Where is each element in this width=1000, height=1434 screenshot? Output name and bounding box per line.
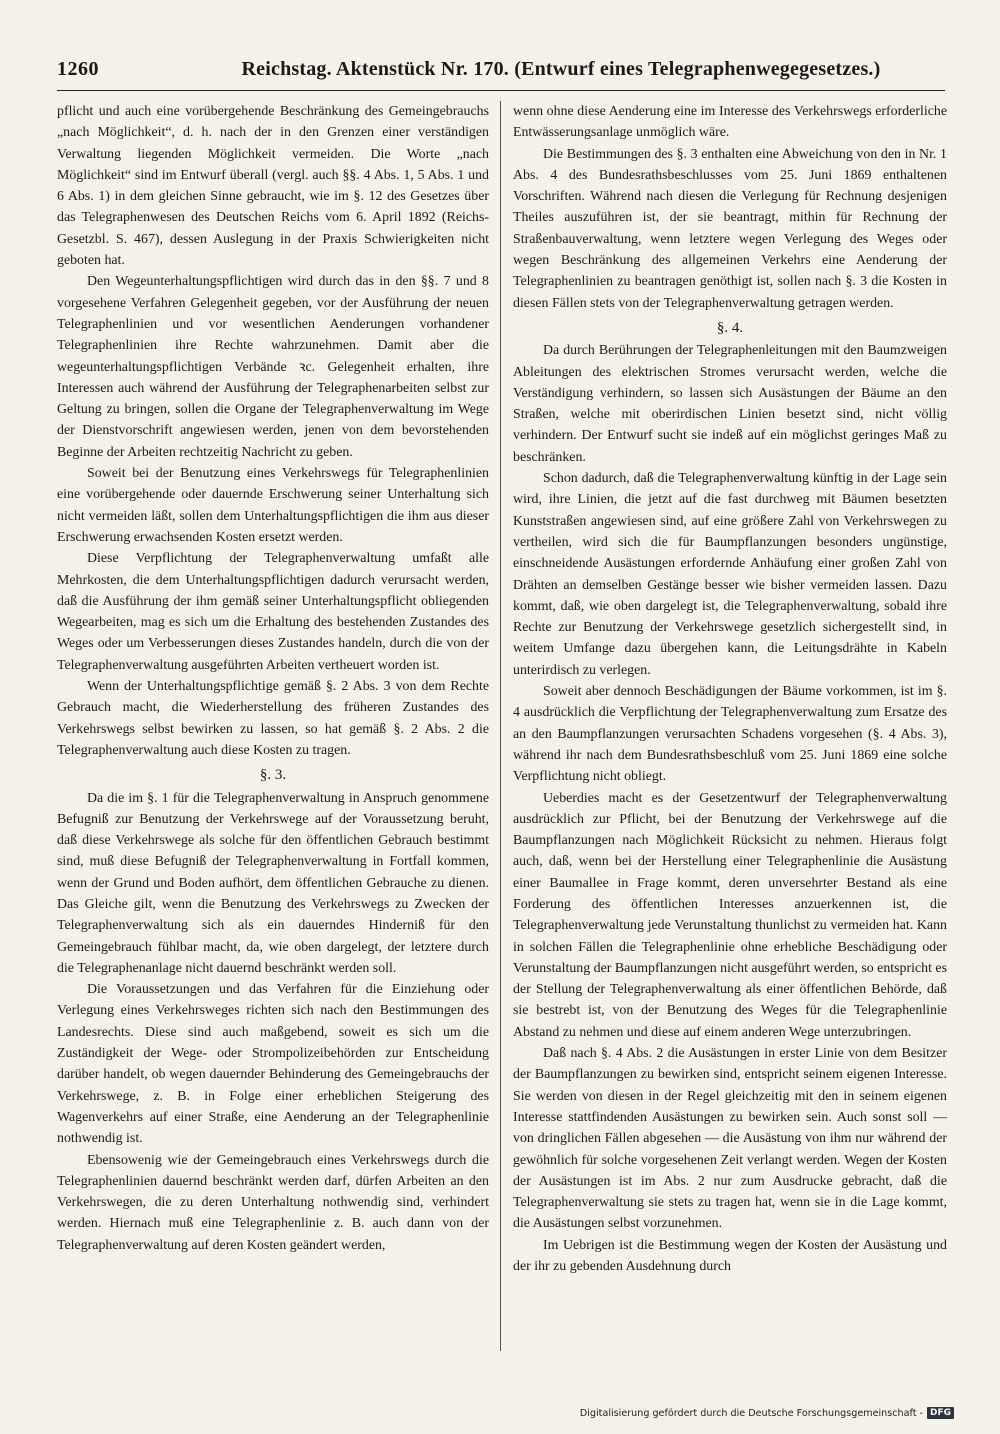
paragraph: Den Wegeunterhaltungspflichtigen wird durch das in den §§. 7 und 8 vorgesehene Verfahren Gelegenheit gegeben, vor der Ausführung der neuen Telegraphenlinien und vor wesentlichen Aenderungen vorhandener Telegraphenlinien ihre Rechte wahrzunehmen. Damit aber die wegeunterhaltungspflichtigen Verbände ꝛc. Gelegenheit erhalten, ihre Interessen auch während der Ausführung der Telegraphenarbeiten selbst zur Geltung zu bringen, sollen die Organe der Telegraphenverwaltung im Wege der Dienstvorschrift angewiesen werden, jenen von dem bevorstehenden Beginne der Arbeiten rechtzeitig Nachricht zu geben. [57,274,489,460]
paragraph: wenn ohne diese Aenderung eine im Interesse des Verkehrswegs erforderliche Entwässerungsanlage unmöglich wäre. [513,104,947,141]
paragraph: Ueberdies macht es der Gesetzentwurf der Telegraphenverwaltung ausdrücklich zur Pflicht, bei der Benutzung der Verkehrswege auf die Baumpflanzungen nach Möglichkeit Rücksicht zu nehmen. Hieraus folgt auch, daß, wenn bei der Herstellung einer Telegraphenlinie die Ausästung einer Baumallee in Frage kommt, deren unversehrter Bestand als eine Forderung des öffentlichen Interesses anzuerkennen ist, die Telegraphenverwaltung jede Verunstaltung thunlichst zu vermeiden hat. Kann in solchen Fällen die Telegraphenlinie ohne erhebliche Beschädigung oder Verunstaltung der Baumpflanzungen nicht ausgeführt werden, so entspricht es der Stellung der Telegraphenverwaltung als einer öffentlichen Behörde, daß sie bestrebt ist, von der Benutzung des Weges für die Telegraphenlinie Abstand zu nehmen und diese auf einem anderen Wege unterzubringen. [513,790,947,1040]
credit-text: Digitalisierung gefördert durch die Deutsche Forschungsgemeinschaft - [579,1407,923,1419]
paragraph: Ebensowenig wie der Gemeingebrauch eines Verkehrswegs durch die Telegraphenlinien dauernd beschränkt werden darf, dürfen Arbeiten an den Verkehrswegen, die zu deren Unterhaltung nothwendig sind, verhindert werden. Hiernach muß eine Telegraphenlinie z. B. auch dann von der Telegraphenverwaltung auf deren Kosten geändert werden, [57,1152,489,1253]
section-heading: §. 3. [259,767,287,784]
paragraph: Schon dadurch, daß die Telegraphenverwaltung künftig in der Lage sein wird, ihre Linien, die jetzt auf die fast durchweg mit Bäumen besetzten Kunststraßen angewiesen sind, auf eine größere Zahl von Verkehrswegen zu vertheilen, wird sich die für Baumpflanzungen besonders ungünstige, einschneidende Ausästungen erfordernde Anhäufung einer großen Zahl von Drähten an demselben Gestänge besser wie bisher vermeiden lassen. Dazu kommt, daß, wie oben dargelegt ist, die Telegraphenverwaltung, sobald ihre Rechte zur Benutzung der Verkehrswege gesetzlich sichergestellt sind, in weitem Umfange dazu übergehen kann, die Leitungsdrähte in Kabeln unterirdisch zu verlegen. [513,471,947,678]
page-header [57,56,945,91]
right-column [513,101,947,1277]
paragraph: Die Bestimmungen des §. 3 enthalten eine Abweichung von den in Nr. 1 Abs. 4 des Bundesrathsbeschlusses vom 25. Juni 1869 enthaltenen Vorschriften. Während nach diesen die Verlegung für Rechnung desjenigen Theiles auszuführen ist, der sie beantragt, mithin für Rechnung der Straßenbauverwaltung, wenn letztere wegen Verlegung des Weges oder wegen Beschränkung des allgemeinen Verkehrs eine Aenderung der Telegraphenlinien zu beantragen genöthigt ist, sollen nach §. 3 die Kosten in diesen Fällen stets von der Telegraphenverwaltung getragen werden. [513,146,947,311]
paragraph: Soweit aber dennoch Beschädigungen der Bäume vorkommen, ist im §. 4 ausdrücklich die Verpflichtung der Telegraphenverwaltung zum Ersatze des an den Baumpflanzungen verursachten Schadens vorgesehen (§. 4 Abs. 3), während ihr nach dem Bundesrathsbeschluß vom 25. Juni 1869 eine solche Verpflichtung nicht obliegt. [513,684,947,785]
paragraph: Da durch Berührungen der Telegraphenleitungen mit den Baumzweigen Ableitungen des elektrischen Stromes verursacht werden, welche die Verständigung verhindern, so lassen sich Ausästungen der Bäume an den Straßen, welche mit oberirdischen Linien besetzt sind, nicht völlig verhindern. Der Entwurf sucht sie indeß auf ein möglichst geringes Maß zu beschränken. [513,343,947,465]
paragraph: Wenn der Unterhaltungspflichtige gemäß §. 2 Abs. 3 von dem Rechte Gebrauch macht, die Wiederherstellung des früheren Zustandes des Verkehrswegs selbst bewirken zu lassen, so hat gemäß §. 2 Abs. 2 die Telegraphenverwaltung auch diese Kosten zu tragen. [57,679,489,758]
running-title: Reichstag. Aktenstück Nr. 170. (Entwurf eines Telegraphenwegegesetzes.) [241,58,881,80]
paragraph: pflicht und auch eine vorübergehende Beschränkung des Gemeingebrauchs „nach Möglichkeit“, d. h. nach der in den Grenzen einer verständigen Verwaltung liegenden Möglichkeit vermeiden. Die Worte „nach Möglichkeit“ sind im Entwurf überall (vergl. auch §§. 4 Abs. 1, 5 Abs. 1 und 6 Abs. 1) in dem gleichen Sinne gebraucht, wie im §. 12 des Gesetzes über das Telegraphenwesen des Deutschen Reichs vom 6. April 1892 (Reichs-Gesetzbl. S. 467), dessen Auslegung in der Praxis Schwierigkeiten nicht geboten hat. [57,104,489,269]
paragraph: Die Voraussetzungen und das Verfahren für die Einziehung oder Verlegung eines Verkehrsweges richten sich nach den Bestimmungen des Landesrechts. Diese sind auch maßgebend, soweit es sich um die Zuständigkeit der Wege- oder Strompolizeibehörden zur Entscheidung darüber handelt, ob wegen dauernder Behinderung des Gemeingebrauchs der Verkehrswege, z. B. in Folge einer erheblichen Steigerung des Wagenverkehrs auf einer Straße, eine Aenderung an der Telegraphenlinie nothwendig ist. [57,982,489,1147]
paragraph: Diese Verpflichtung der Telegraphenverwaltung umfaßt alle Mehrkosten, die dem Unterhaltungspflichtigen dadurch verursacht werden, daß die Ausführung der ihm gemäß seiner Unterhaltungspflicht obliegenden Wegearbeiten, mag es sich um die Erhaltung des bestehenden Zustandes des Weges oder um Verbesserungen dieses Zustandes handeln, durch die von der Telegraphenverwaltung ausgeführten Arbeiten vertheuert worden ist. [57,551,489,673]
section-heading: §. 4. [716,319,744,336]
paragraph: Daß nach §. 4 Abs. 2 die Ausästungen in erster Linie von dem Besitzer der Baumpflanzungen zu bewirken sind, entspricht seinem eigenen Interesse. Sie werden von diesen in der Regel gleichzeitig mit den in seinem eigenen Interesse stattfindenden Ausästungen zu bewirken sein. Auch sonst soll — von dringlichen Fällen abgesehen — die Ausästung von ihm nur während der gewöhnlich für solche vorgesehenen Zeit verlangt werden. Wegen der Kosten der Ausästungen ist im Abs. 2 nur zum Ausdrucke gebracht, daß die Telegraphenverwaltung sie stets zu tragen hat, wenn sie in die Lage kommt, die Ausästungen selbst vorzunehmen. [513,1046,947,1232]
digitization-credit [580,1407,954,1419]
paragraph: Soweit bei der Benutzung eines Verkehrswegs für Telegraphenlinien eine vorübergehende oder dauernde Erschwerung seiner Unterhaltung sich nicht vermeiden läßt, sollen dem Unterhaltungspflichtigen die ihm aus dieser Erschwerung erwachsenden Kosten ersetzt werden. [57,466,489,545]
left-column [57,101,489,1256]
paragraph: Im Uebrigen ist die Bestimmung wegen der Kosten der Ausästung und der ihr zu gebenden Ausdehnung durch [513,1237,947,1275]
paragraph: Da die im §. 1 für die Telegraphenverwaltung in Anspruch genommene Befugniß zur Benutzung der Verkehrswege auf der Voraussetzung beruht, daß diese Verkehrswege als solche für den öffentlichen Gebrauch bestimmt sind, muß diese Befugniß der Telegraphenverwaltung in Fortfall kommen, wenn der Grund und Boden aufhört, dem öffentlichen Gebrauche zu dienen. Das Gleiche gilt, wenn die Benutzung des Verkehrswegs zu Zwecken der Telegraphenverwaltung sich als ein dauerndes Hinderniß für den Gemeingebrauch fühlbar macht, da, wie oben dargelegt, der letztere durch die Telegraphenanlage nicht dauernd beschränkt werden soll. [57,790,489,976]
column-divider [500,101,501,1351]
dfg-logo: DFG [927,1407,954,1419]
page-number: 1260 [57,58,99,80]
